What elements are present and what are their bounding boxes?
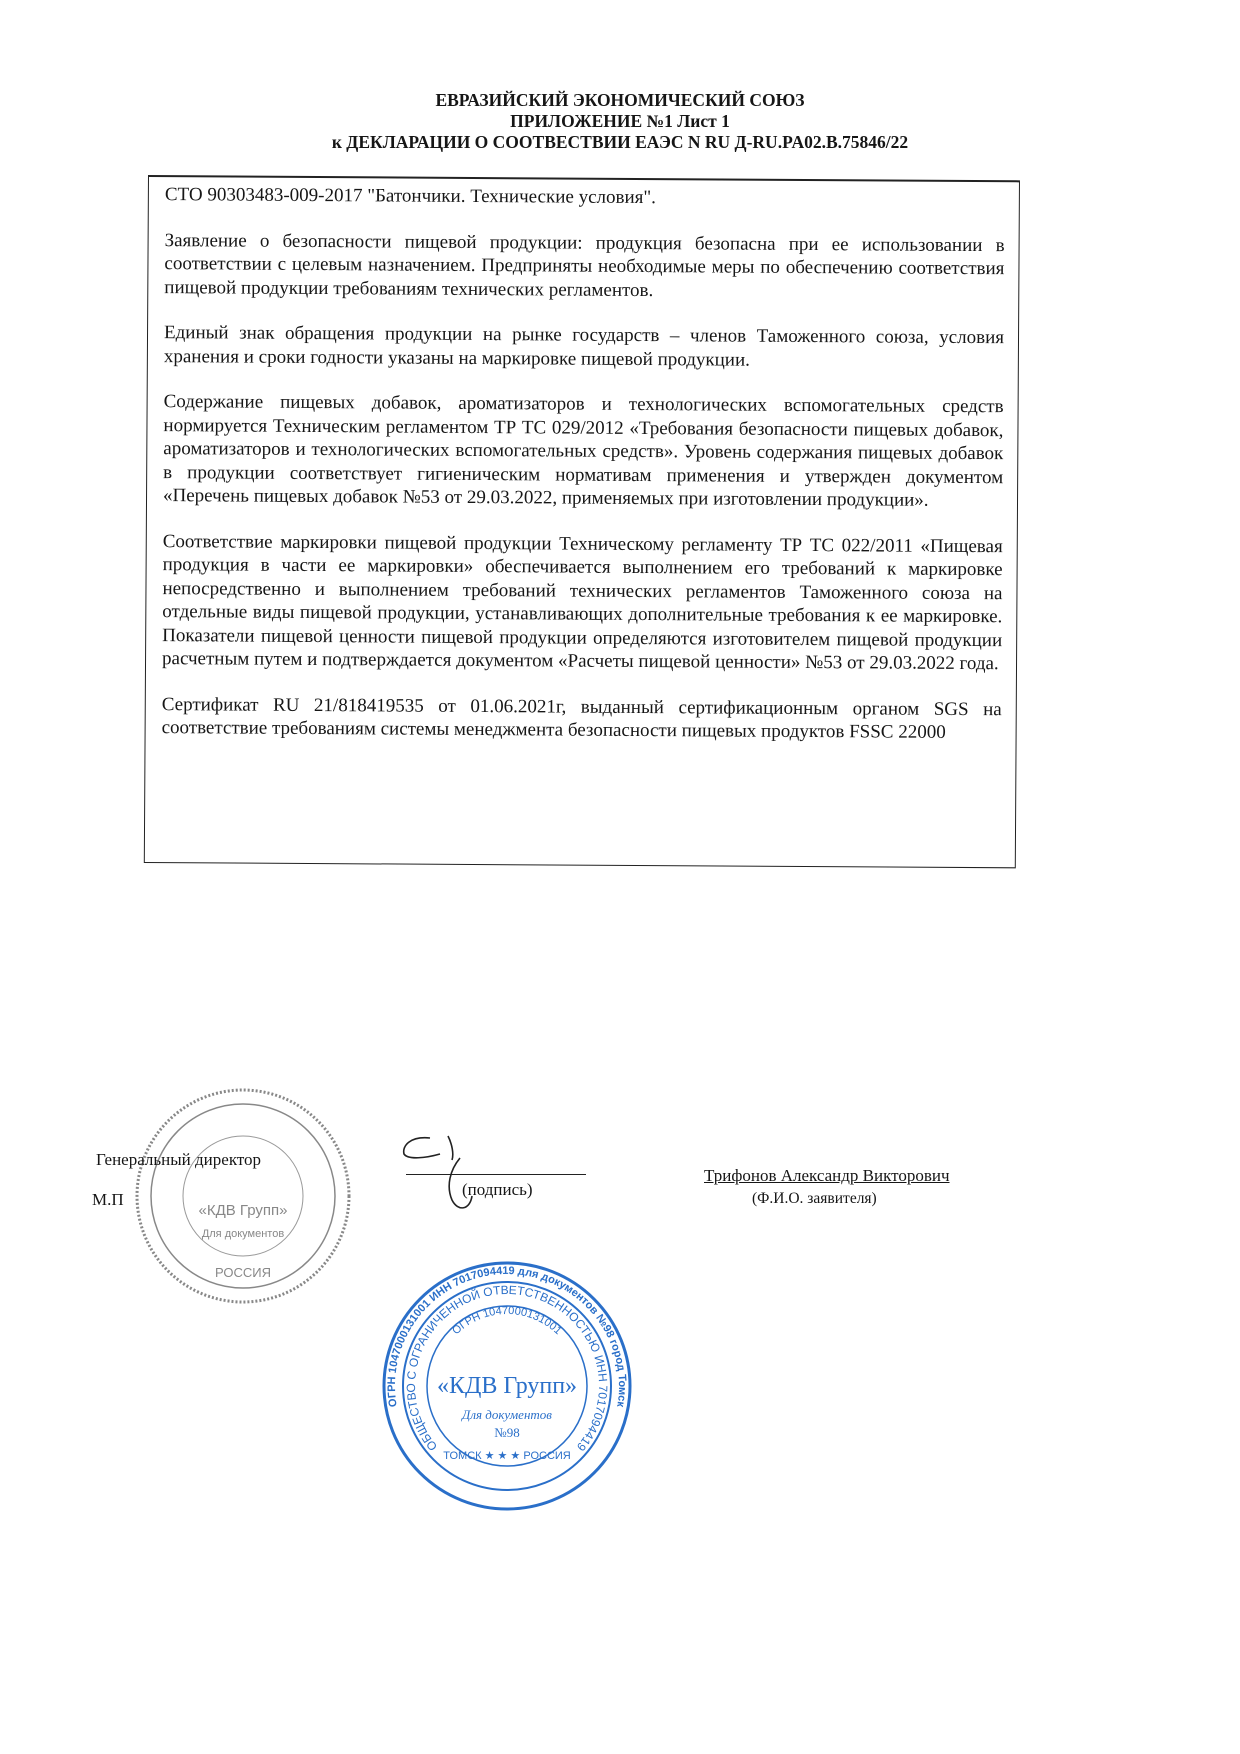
blue-company-stamp bbox=[380, 1259, 634, 1513]
union-title: ЕВРАЗИЙСКИЙ ЭКОНОМИЧЕСКИЙ СОЮЗ bbox=[435, 90, 805, 110]
stamp-inner-ring-text: ОБЩЕСТВО С ОГРАНИЧЕННОЙ ОТВЕТСТВЕННОСТЬЮ ИНН 7017094419 bbox=[403, 1282, 611, 1454]
seal-label: М.П bbox=[92, 1190, 124, 1209]
signature-caption: (подпись) bbox=[462, 1180, 533, 1199]
stamp-ogrn-text: ОГРН 1047000131001 bbox=[450, 1304, 564, 1338]
applicant-name: Трифонов Александр Викторович bbox=[704, 1166, 950, 1185]
labeling-paragraph: Соответствие маркировки пищевой продукции Техническому регламенту ТР ТС 022/2011 «Пищевая продукция в части ее маркировки» обеспечивается выполнением его требований к маркировке непосредственно и выполнением требований технических регламентов Таможенного союза на отдельные виды пищевой продукции, устанавливающих дополнительные требования к ее маркировке. Показатели пищевой ценности пищевой продукции определяются изготовителем пищевой продукции расчетным путем и подтверждается документом «Расчеты пищевой ценности» №53 от 29.03.2022 года. bbox=[161, 530, 1003, 675]
certificate-paragraph: Сертификат RU 21/818419535 от 01.06.2021г, выданный сертификационным органом SGS на соответствие требованиям системы менеджмента безопасности пищевых продуктов FSSC 22000 bbox=[161, 693, 1002, 743]
circulation-mark-paragraph: Единый знак обращения продукции на рынке государств – членов Таможенного союза, условия хранения и сроки годности указаны на маркировке пищевой продукции. bbox=[163, 322, 1005, 371]
declaration-number: к ДЕКЛАРАЦИИ О СООТВЕСТВИИ ЕАЭС N RU Д-RU.PA02.B.75846/22 bbox=[331, 132, 909, 152]
stamp-purpose: Для документов bbox=[462, 1407, 552, 1422]
applicant-name-caption: (Ф.И.О. заявителя) bbox=[752, 1190, 877, 1207]
grey-stamp-purpose: Для документов bbox=[201, 1228, 285, 1240]
food-additives-paragraph: Содержание пищевых добавок, ароматизаторов и технологических вспомогательных средств нормируется Техническим регламентом ТР ТС 029/2012 «Требования безопасности пищевых добавок, ароматизаторов и технологических вспомогательных средств». Уровень содержания пищевых добавок в продукции соответствует гигиеническим нормативам применения и утвержден документом «Перечень пищевых добавок №53 от 29.03.2022, применяемых при изготовлении продукции». bbox=[162, 391, 1004, 511]
appendix-title: ПРИЛОЖЕНИЕ №1 Лист 1 bbox=[510, 111, 730, 131]
standard-paragraph: СТО 90303483-009-2017 "Батончики. Технические условия". bbox=[164, 184, 656, 209]
stamp-city-country: ТОМСК ★ ★ ★ РОССИЯ bbox=[443, 1450, 571, 1462]
safety-statement-paragraph: Заявление о безопасности пищевой продукции: продукция безопасна при ее использовании в соответствии с целевым назначением. Предприняты необходимые меры по обеспечению соответствия пищевой продукции требованиям технических регламентов. bbox=[164, 229, 1005, 301]
grey-stamp-company: «КДВ Групп» bbox=[198, 1202, 288, 1219]
stamp-number: №98 bbox=[494, 1425, 520, 1440]
svg-text:ОГРН 1047000131001 bbox=[450, 1305, 564, 1337]
declaration-content-box bbox=[144, 175, 1020, 868]
stamp-outer-ring-text: ОГРН 1047000131001 ИНН 7017094419 для документов №98 город Томск bbox=[385, 1264, 629, 1408]
grey-stamp-bottom: РОССИЯ bbox=[214, 1265, 272, 1280]
signature-line bbox=[406, 1174, 586, 1175]
handwritten-signature bbox=[400, 1130, 510, 1220]
grey-company-stamp bbox=[132, 1085, 354, 1307]
position-label: Генеральный директор bbox=[96, 1150, 262, 1169]
stamp-company-name: «КДВ Групп» bbox=[436, 1373, 578, 1399]
